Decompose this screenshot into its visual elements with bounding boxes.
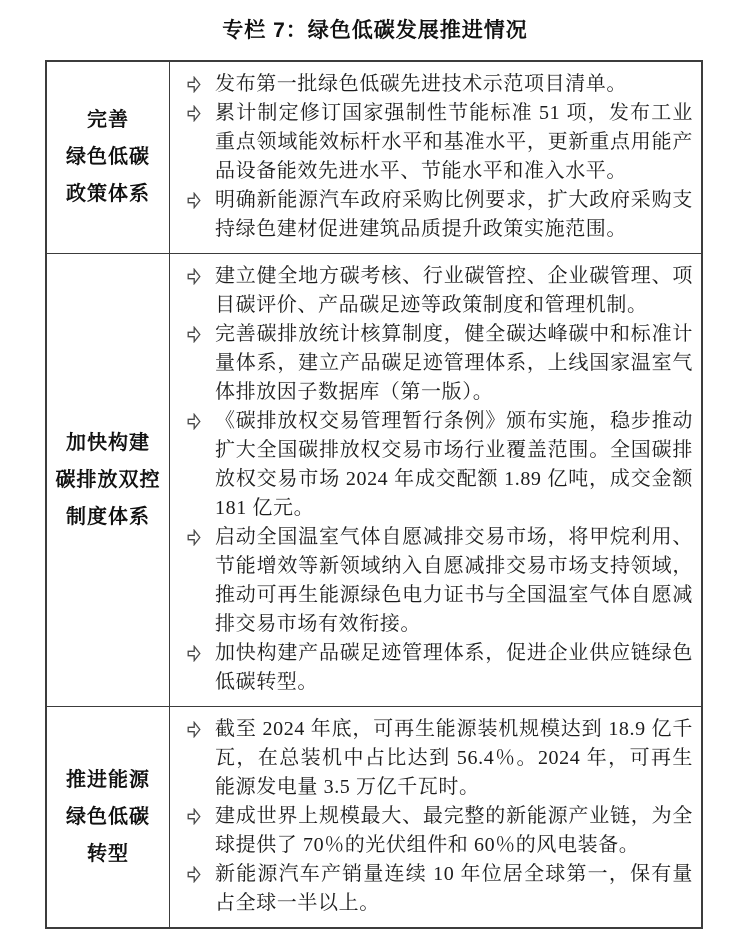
row-content (170, 254, 701, 706)
list-item (170, 262, 693, 320)
table-row (47, 253, 701, 706)
arrow-right-icon (187, 326, 201, 343)
list-item-text: 建立健全地方碳考核、行业碳管控、企业碳管理、项目碳评价、产品碳足迹等政策制度和管理机制。 (215, 265, 693, 316)
panel-table (45, 60, 703, 929)
row-label (47, 707, 170, 927)
row-label-line: 加快构建 (66, 431, 150, 454)
list-item (170, 860, 693, 918)
row-content (170, 62, 701, 253)
row-content (170, 707, 701, 927)
arrow-right-icon (187, 105, 201, 122)
page-title: 专栏 7：绿色低碳发展推进情况 (222, 19, 528, 42)
row-label (47, 62, 170, 253)
arrow-right-icon (187, 645, 201, 662)
list-item (170, 523, 693, 639)
list-item (170, 715, 693, 802)
list-item-text: 明确新能源汽车政府采购比例要求，扩大政府采购支持绿色建材促进建筑品质提升政策实施范围。 (215, 189, 693, 240)
list-item (170, 186, 693, 244)
row-label-line: 制度体系 (66, 505, 150, 528)
list-item (170, 99, 693, 186)
row-label-line: 政策体系 (66, 183, 150, 205)
arrow-right-icon (187, 866, 201, 883)
list-item-text: 完善碳排放统计核算制度，健全碳达峰碳中和标准计量体系，建立产品碳足迹管理体系，上线国家温室气体排放因子数据库（第一版）。 (215, 323, 693, 403)
arrow-right-icon (187, 529, 201, 546)
list-item (170, 639, 693, 697)
arrow-right-icon (187, 413, 201, 430)
arrow-right-icon (187, 721, 201, 738)
row-label-line: 完善 (87, 109, 129, 131)
row-label-line: 绿色低碳 (66, 146, 150, 168)
list-item-text: 累计制定修订国家强制性节能标准 51 项，发布工业重点领域能效标杆水平和基准水平，更新重点用能产品设备能效先进水平、节能水平和准入水平。 (215, 102, 693, 182)
arrow-right-icon (187, 192, 201, 209)
arrow-right-icon (187, 76, 201, 93)
table-row (47, 62, 701, 253)
row-label-line: 推进能源 (66, 768, 150, 791)
row-label (47, 254, 170, 706)
list-item-text: 启动全国温室气体自愿减排交易市场，将甲烷利用、节能增效等新领域纳入自愿减排交易市场支持领域，推动可再生能源绿色电力证书与全国温室气体自愿减排交易市场有效衔接。 (215, 526, 693, 635)
row-label-line: 碳排放双控 (55, 468, 161, 491)
arrow-right-icon (187, 808, 201, 825)
row-label-line: 转型 (87, 842, 129, 865)
table-row (47, 706, 701, 927)
arrow-right-icon (187, 268, 201, 285)
list-item-text: 新能源汽车产销量连续 10 年位居全球第一，保有量占全球一半以上。 (215, 863, 693, 914)
list-item-text: 建成世界上规模最大、最完整的新能源产业链，为全球提供了 70％的光伏组件和 60％的风电装备。 (215, 805, 693, 856)
list-item (170, 802, 693, 860)
list-item (170, 407, 693, 523)
list-item (170, 320, 693, 407)
list-item-text: 截至 2024 年底，可再生能源装机规模达到 18.9 亿千瓦，在总装机中占比达到 56.4％。2024 年，可再生能源发电量 3.5 万亿千瓦时。 (215, 718, 693, 798)
list-item-text: 加快构建产品碳足迹管理体系，促进企业供应链绿色低碳转型。 (215, 642, 693, 693)
list-item-text: 发布第一批绿色低碳先进技术示范项目清单。 (215, 73, 627, 95)
list-item (170, 70, 693, 99)
row-label-line: 绿色低碳 (66, 805, 150, 828)
list-item-text: 《碳排放权交易管理暂行条例》颁布实施，稳步推动扩大全国碳排放权交易市场行业覆盖范围。全国碳排放权交易市场 2024 年成交配额 1.89 亿吨，成交金额 181 亿元。 (215, 410, 693, 519)
